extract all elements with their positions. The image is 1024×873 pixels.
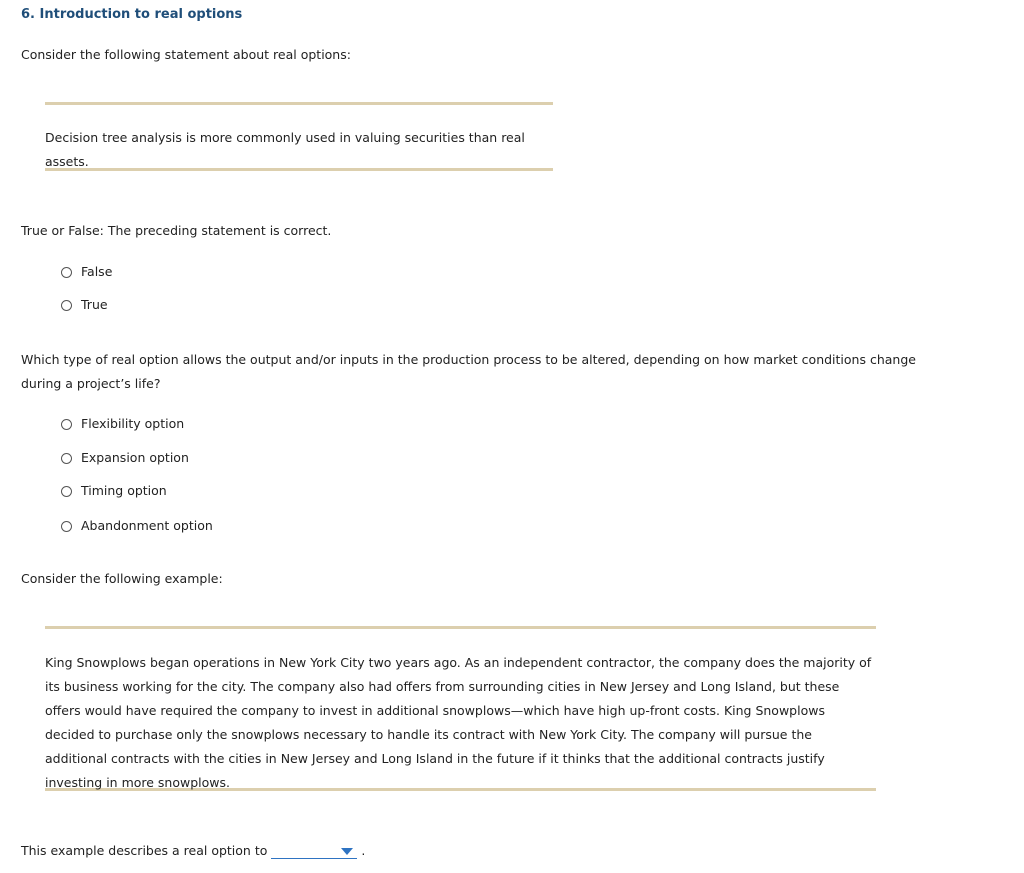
question-title: 6. Introduction to real options xyxy=(21,7,243,22)
radio-button-icon[interactable] xyxy=(61,419,72,430)
radio-timing-option[interactable] xyxy=(61,482,167,500)
final-suffix: . xyxy=(361,843,366,858)
final-prompt: This example describes a real option to xyxy=(21,843,268,858)
radio-false[interactable] xyxy=(61,263,112,281)
option-label: Flexibility option xyxy=(81,416,185,431)
radio-button-icon[interactable] xyxy=(61,453,72,464)
intro-text: Consider the following statement about real options: xyxy=(21,47,351,62)
radio-button-icon[interactable] xyxy=(61,300,72,311)
option-type-prompt: Which type of real option allows the output and/or inputs in the production process to be altered, depending on how market conditions change during a project’s life? xyxy=(21,352,916,391)
radio-button-icon[interactable] xyxy=(61,486,72,497)
radio-button-icon[interactable] xyxy=(61,267,72,278)
option-label: False xyxy=(81,264,113,279)
statement-text: Decision tree analysis is more commonly used in valuing securities than real assets. xyxy=(45,130,525,169)
final-question xyxy=(21,839,365,863)
radio-button-icon[interactable] xyxy=(61,521,72,532)
example-text: King Snowplows began operations in New York City two years ago. As an independent contractor, the company does the majority of its business working for the city. The company also had offers from surrounding cities in New Jersey and Long Island, but these offers would have required the company to invest in additional snowplows—which have high up-front costs. King Snowplows decided to purchase only the snowplows necessary to handle its contract with New York City. The company will pursue the additional contracts with the cities in New Jersey and Long Island in the future if it thinks that the additional contracts justify investing in more snowplows. xyxy=(45,655,872,790)
example-box xyxy=(45,626,876,791)
radio-flexibility-option[interactable] xyxy=(61,415,184,433)
option-label: Timing option xyxy=(81,483,167,498)
chevron-down-icon[interactable] xyxy=(341,848,353,855)
true-false-prompt: True or False: The preceding statement is correct. xyxy=(21,223,332,238)
option-label: Expansion option xyxy=(81,450,189,465)
option-label: True xyxy=(81,297,108,312)
example-intro: Consider the following example: xyxy=(21,571,223,586)
radio-abandonment-option[interactable] xyxy=(61,517,213,535)
answer-dropdown[interactable] xyxy=(271,842,357,859)
radio-true[interactable] xyxy=(61,296,108,314)
radio-expansion-option[interactable] xyxy=(61,449,189,467)
option-label: Abandonment option xyxy=(81,518,213,533)
statement-box xyxy=(45,102,553,171)
